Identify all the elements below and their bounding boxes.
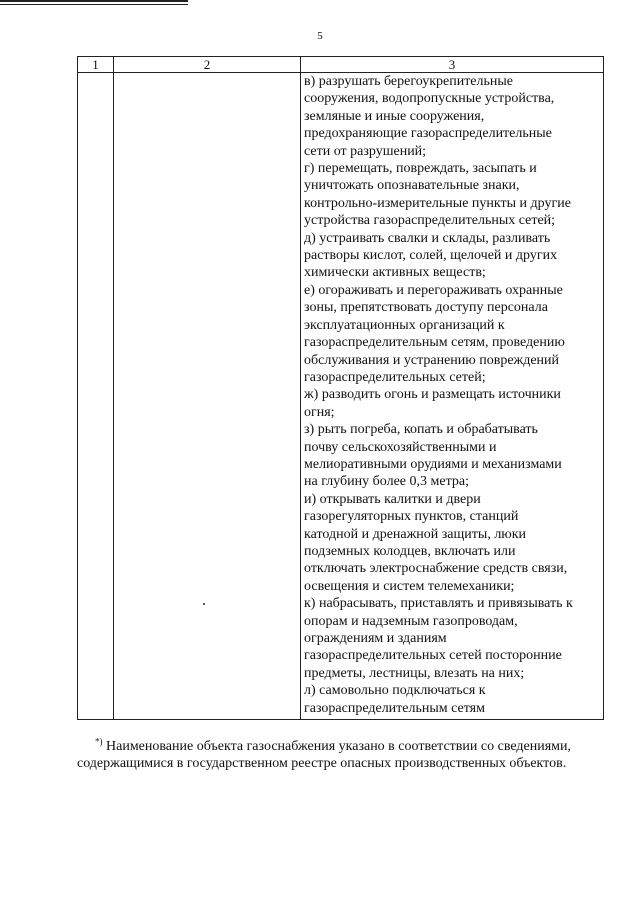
table-header-row bbox=[78, 57, 603, 73]
restrictions-table bbox=[77, 56, 604, 720]
footnote-line-2: содержащимися в государственном реестре опасных производственных объектов. bbox=[77, 756, 567, 771]
list-item: з) рыть погреба, копать и обрабатывать почву сельскохозяйственными и мелиоративными орудиями и механизмами на глубину более 0,3 метра; bbox=[304, 422, 562, 490]
column-divider bbox=[300, 57, 301, 719]
footnote-line-1 bbox=[77, 738, 637, 755]
column-3-content bbox=[304, 73, 604, 717]
top-rule-thin bbox=[0, 4, 188, 5]
footnote-marker: *) bbox=[95, 736, 103, 747]
footnote-text-1: Наименование объекта газоснабжения указано в соответствии со сведениями, bbox=[106, 739, 571, 754]
list-item: и) открывать калитки и двери газорегуляторных пунктов, станций катодной и дренажной защиты, люки подземных колодцев, включать или отключать электроснабжение средств связи, освещения и систем телемеханики; bbox=[304, 491, 568, 594]
page-number: 5 bbox=[317, 30, 323, 42]
header-cell-3: 3 bbox=[448, 57, 456, 72]
list-item: л) самовольно подключаться к газораспределительным сетям bbox=[304, 683, 486, 716]
list-item: г) перемещать, повреждать, засыпать и уничтожать опознавательные знаки, контрольно-измерительные пункты и другие устройства газораспределительных сетей; bbox=[304, 161, 571, 229]
footnote bbox=[77, 738, 637, 772]
top-rule bbox=[0, 0, 188, 2]
header-cell-2: 2 bbox=[203, 57, 211, 72]
list-item: ж) разводить огонь и размещать источники огня; bbox=[304, 387, 561, 420]
list-item: в) разрушать берегоукрепительные сооружения, водопропускные устройства, земляные и иные сооружения, предохраняющие газораспределительные сети от разрушений; bbox=[304, 74, 555, 159]
list-item: д) устраивать свалки и склады, разливать растворы кислот, солей, щелочей и других химически активных веществ; bbox=[304, 230, 558, 281]
list-item: к) набрасывать, приставлять и привязывать к опорам и надземным газопроводам, ограждениям и зданиям газораспределительных сетей посторонние предметы, лестницы, влезать на них; bbox=[304, 596, 573, 681]
header-cell-1: 1 bbox=[92, 57, 99, 72]
list-item: е) огораживать и перегораживать охранные зоны, препятствовать доступу персонала эксплуатационных организаций к газораспределительным сетям, проведению обслуживания и устранению повреждений газораспределительных сетей; bbox=[304, 282, 565, 385]
scan-speck bbox=[203, 603, 205, 605]
column-divider bbox=[113, 57, 114, 719]
